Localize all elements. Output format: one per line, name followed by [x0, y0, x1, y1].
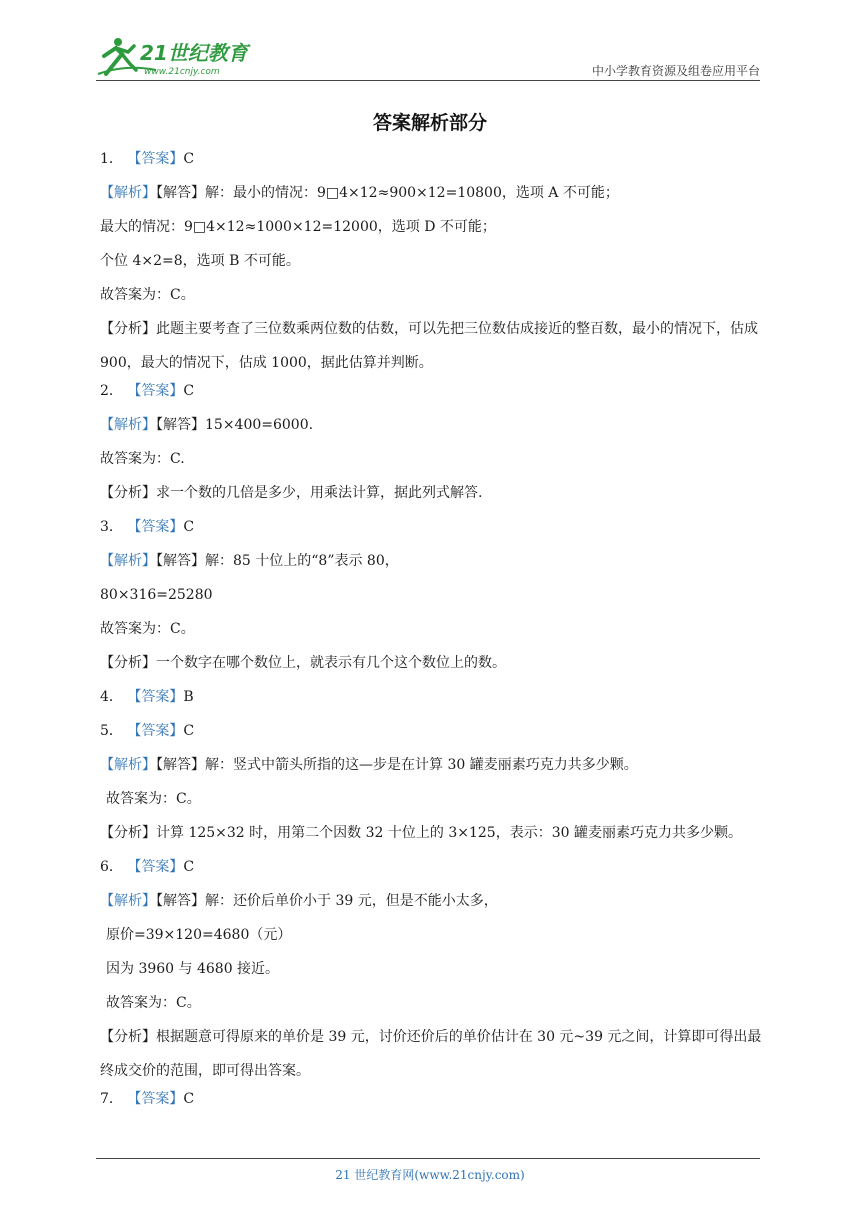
item-6-fenxi: 【分析】根据题意可得原来的单价是 39 元，讨价还价后的单价估计在 30 元~39 元之间，计算即可得出最终成交价的范围，即可得出答案。: [100, 1029, 762, 1079]
page-header: [96, 30, 760, 82]
item-1-line2: 最大的情况：9□4×12≈1000×12=12000，选项 D 不可能；: [100, 219, 496, 235]
item-3-line2: 80×316=25280: [100, 587, 213, 603]
item-6-line4: 故答案为：C。: [106, 995, 201, 1011]
item-2-jiexi: 【解析】【解答】15×400=6000.: [100, 417, 314, 433]
logo-21cnjy: [96, 34, 266, 78]
item-6-jiexi: 【解析】【解答】解：还价后单价小于 39 元，但是不能小太多，: [100, 893, 498, 909]
item-5-jiexi: 【解析】【解答】解：竖式中箭头所指的这—步是在计算 30 罐麦丽素巧克力共多少颗。: [100, 757, 638, 773]
page-title: 答案解析部分: [372, 112, 487, 134]
footer-divider: [96, 1158, 760, 1159]
svg-text:21世纪教育: 21世纪教育: [140, 41, 248, 65]
item-3-jiexi: 【解析】【解答】解：85 十位上的“8”表示 80，: [100, 553, 399, 569]
item-1-fenxi: 【分析】此题主要考查了三位数乘两位数的估数，可以先把三位数估成接近的整百数，最小的情况下，估成 900，最大的情况下，估成 1000，据此估算并判断。: [100, 321, 758, 371]
item-5-fenxi: 【分析】计算 125×32 时，用第二个因数 32 十位上的 3×125，表示：30 罐麦丽素巧克力共多少颗。: [100, 825, 742, 841]
item-7-answer: 7． 【答案】C: [100, 1091, 195, 1107]
platform-name: 中小学教育资源及组卷应用平台: [591, 64, 760, 78]
item-6-line2: 原价=39×120=4680（元）: [106, 927, 292, 943]
item-3-line3: 故答案为：C。: [100, 621, 195, 637]
item-1-answer: 1． 【答案】C: [100, 151, 195, 167]
svg-text:www.21cnjy.com: www.21cnjy.com: [144, 67, 220, 77]
answer-content: [100, 148, 766, 1122]
item-4-answer: 4． 【答案】B: [100, 689, 194, 705]
item-1-jiexi: 【解析】【解答】解：最小的情况：9□4×12≈900×12=10800，选项 A 不可能；: [100, 185, 619, 201]
page-footer: 21 世纪教育网(www.21cnjy.com): [335, 1168, 525, 1182]
item-6-line3: 因为 3960 与 4680 接近。: [106, 961, 280, 977]
item-3-fenxi: 【分析】一个数字在哪个数位上，就表示有几个这个数位上的数。: [100, 655, 506, 671]
item-5-answer: 5． 【答案】C: [100, 723, 195, 739]
item-2-line2: 故答案为：C.: [100, 451, 185, 467]
item-5-line2: 故答案为：C。: [106, 791, 201, 807]
item-1-line3: 个位 4×2=8，选项 B 不可能。: [100, 253, 300, 269]
item-1-line4: 故答案为：C。: [100, 287, 195, 303]
item-3-answer: 3． 【答案】C: [100, 519, 195, 535]
header-divider: [96, 80, 760, 81]
item-6-answer: 6． 【答案】C: [100, 859, 195, 875]
item-2-answer: 2． 【答案】C: [100, 383, 195, 399]
item-2-fenxi: 【分析】求一个数的几倍是多少，用乘法计算，据此列式解答.: [100, 485, 483, 501]
